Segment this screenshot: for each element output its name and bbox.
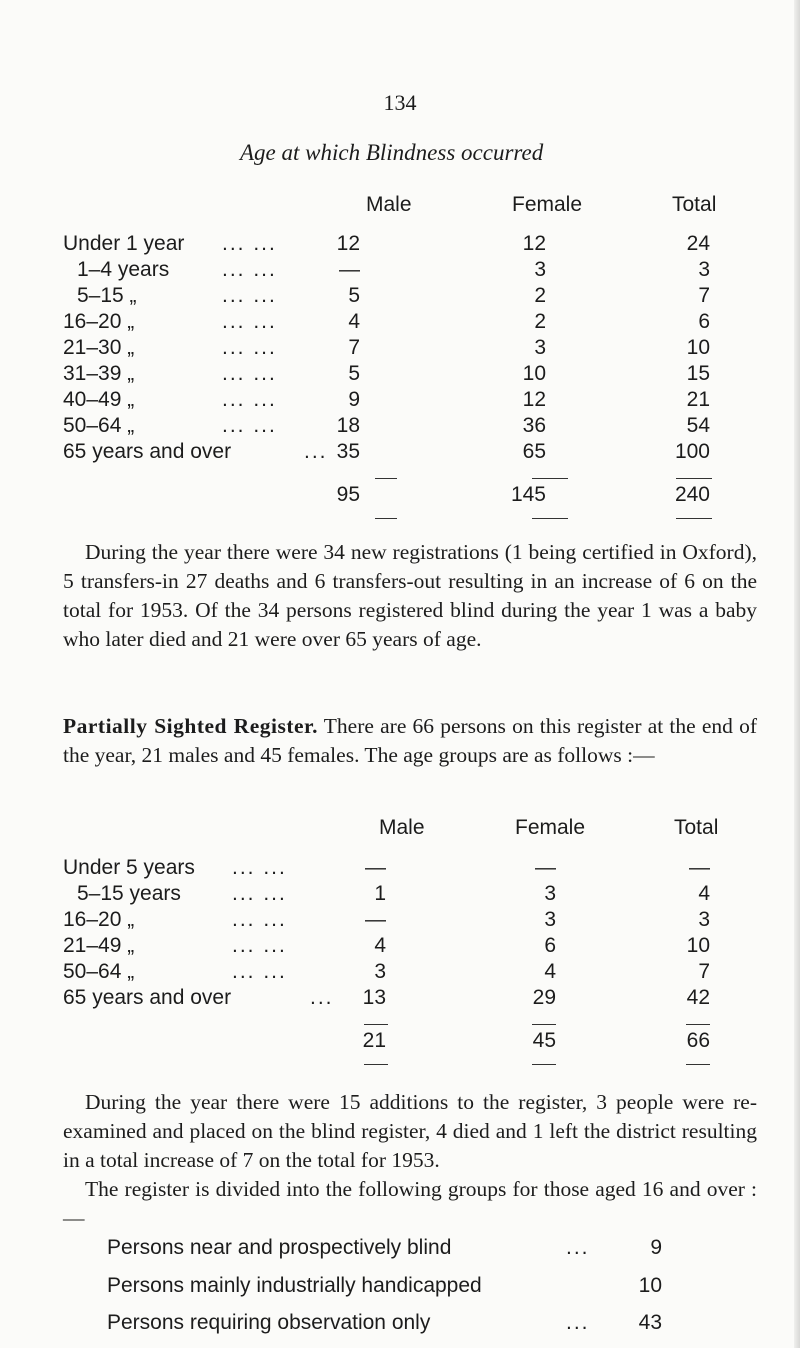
table-row: Under 1 year ... ... 12 12 24 <box>63 232 710 255</box>
table-row: 5–15 years ... ... 1 3 4 <box>77 882 710 905</box>
rule <box>686 1024 710 1025</box>
table-row: 31–39 „ ... ... 5 10 15 <box>63 362 710 385</box>
col-head-female: Female <box>512 193 583 216</box>
table-row: 50–64 „ ... ... 18 36 54 <box>63 414 710 437</box>
col-head-male: Male <box>366 193 412 216</box>
paragraph-partially-sighted: Partially Sighted Register. There are 66 persons on this register at the end of the year, 21 males and 45 females. The age groups are as follows :— <box>63 714 757 767</box>
page-edge <box>794 0 800 1348</box>
rule <box>364 1024 388 1025</box>
table-row: 65 years and over ... 35 65 100 <box>63 440 710 463</box>
paragraph-registrations: During the year there were 34 new registrations (1 being certified in Oxford), 5 transfers-in 27 deaths and 6 transfers-out resulting in an increase of 6 on the total for 1953. Of the 34 persons registered blind during the year 1 was a baby who later died and 21 were over 65 years of age. <box>63 540 757 651</box>
section-heading: Partially Sighted Register. <box>63 714 318 738</box>
rule <box>532 478 568 479</box>
table-row: 21–30 „ ... ... 7 3 10 <box>63 336 710 359</box>
table-row: 65 years and over ... 13 29 42 <box>63 986 710 1009</box>
col-head-total: Total <box>672 193 717 216</box>
col-head-female: Female <box>515 816 586 839</box>
list-item: Persons requiring observation only ... 43 <box>107 1311 662 1334</box>
totals-row: 95 145 240 <box>336 483 710 506</box>
table-row: 21–49 „ ... ... 4 6 10 <box>63 934 710 957</box>
table-row: 40–49 „ ... ... 9 12 21 <box>63 388 710 411</box>
paragraph-additions: During the year there were 15 additions to the register, 3 people were re-examined and placed on the blind register, 4 died and 1 left the district resulting in a total increase of 7 on the total for 1953. <box>63 1090 757 1172</box>
table-row: 50–64 „ ... ... 3 4 7 <box>63 960 710 983</box>
page-title: Age at which Blindness occurred <box>240 140 544 165</box>
rule <box>375 518 397 519</box>
rule <box>532 1064 556 1065</box>
col-head-total: Total <box>674 816 719 839</box>
table-row: 16–20 „ ... ... 4 2 6 <box>63 310 710 333</box>
table-row: 5–15 „ ... ... 5 2 7 <box>77 284 710 307</box>
paragraph-groups-intro: The register is divided into the following groups for those aged 16 and over :— <box>63 1177 757 1230</box>
totals-row: 21 45 66 <box>362 1029 710 1052</box>
rule <box>686 1064 710 1065</box>
table-row: 1–4 years ... ... — 3 3 <box>77 258 710 281</box>
list-item: Persons near and prospectively blind ... 9 <box>107 1236 662 1259</box>
col-head-male: Male <box>379 816 425 839</box>
table-row: Under 5 years ... ... — — — <box>63 856 710 879</box>
rule <box>532 1024 556 1025</box>
list-item: Persons mainly industrially handicapped 10 <box>107 1274 662 1297</box>
rule <box>532 518 568 519</box>
rule <box>364 1064 388 1065</box>
table-row: 16–20 „ ... ... — 3 3 <box>63 908 710 931</box>
rule <box>676 478 712 479</box>
page-number: 134 <box>383 90 417 115</box>
rule <box>375 478 397 479</box>
rule <box>676 518 712 519</box>
